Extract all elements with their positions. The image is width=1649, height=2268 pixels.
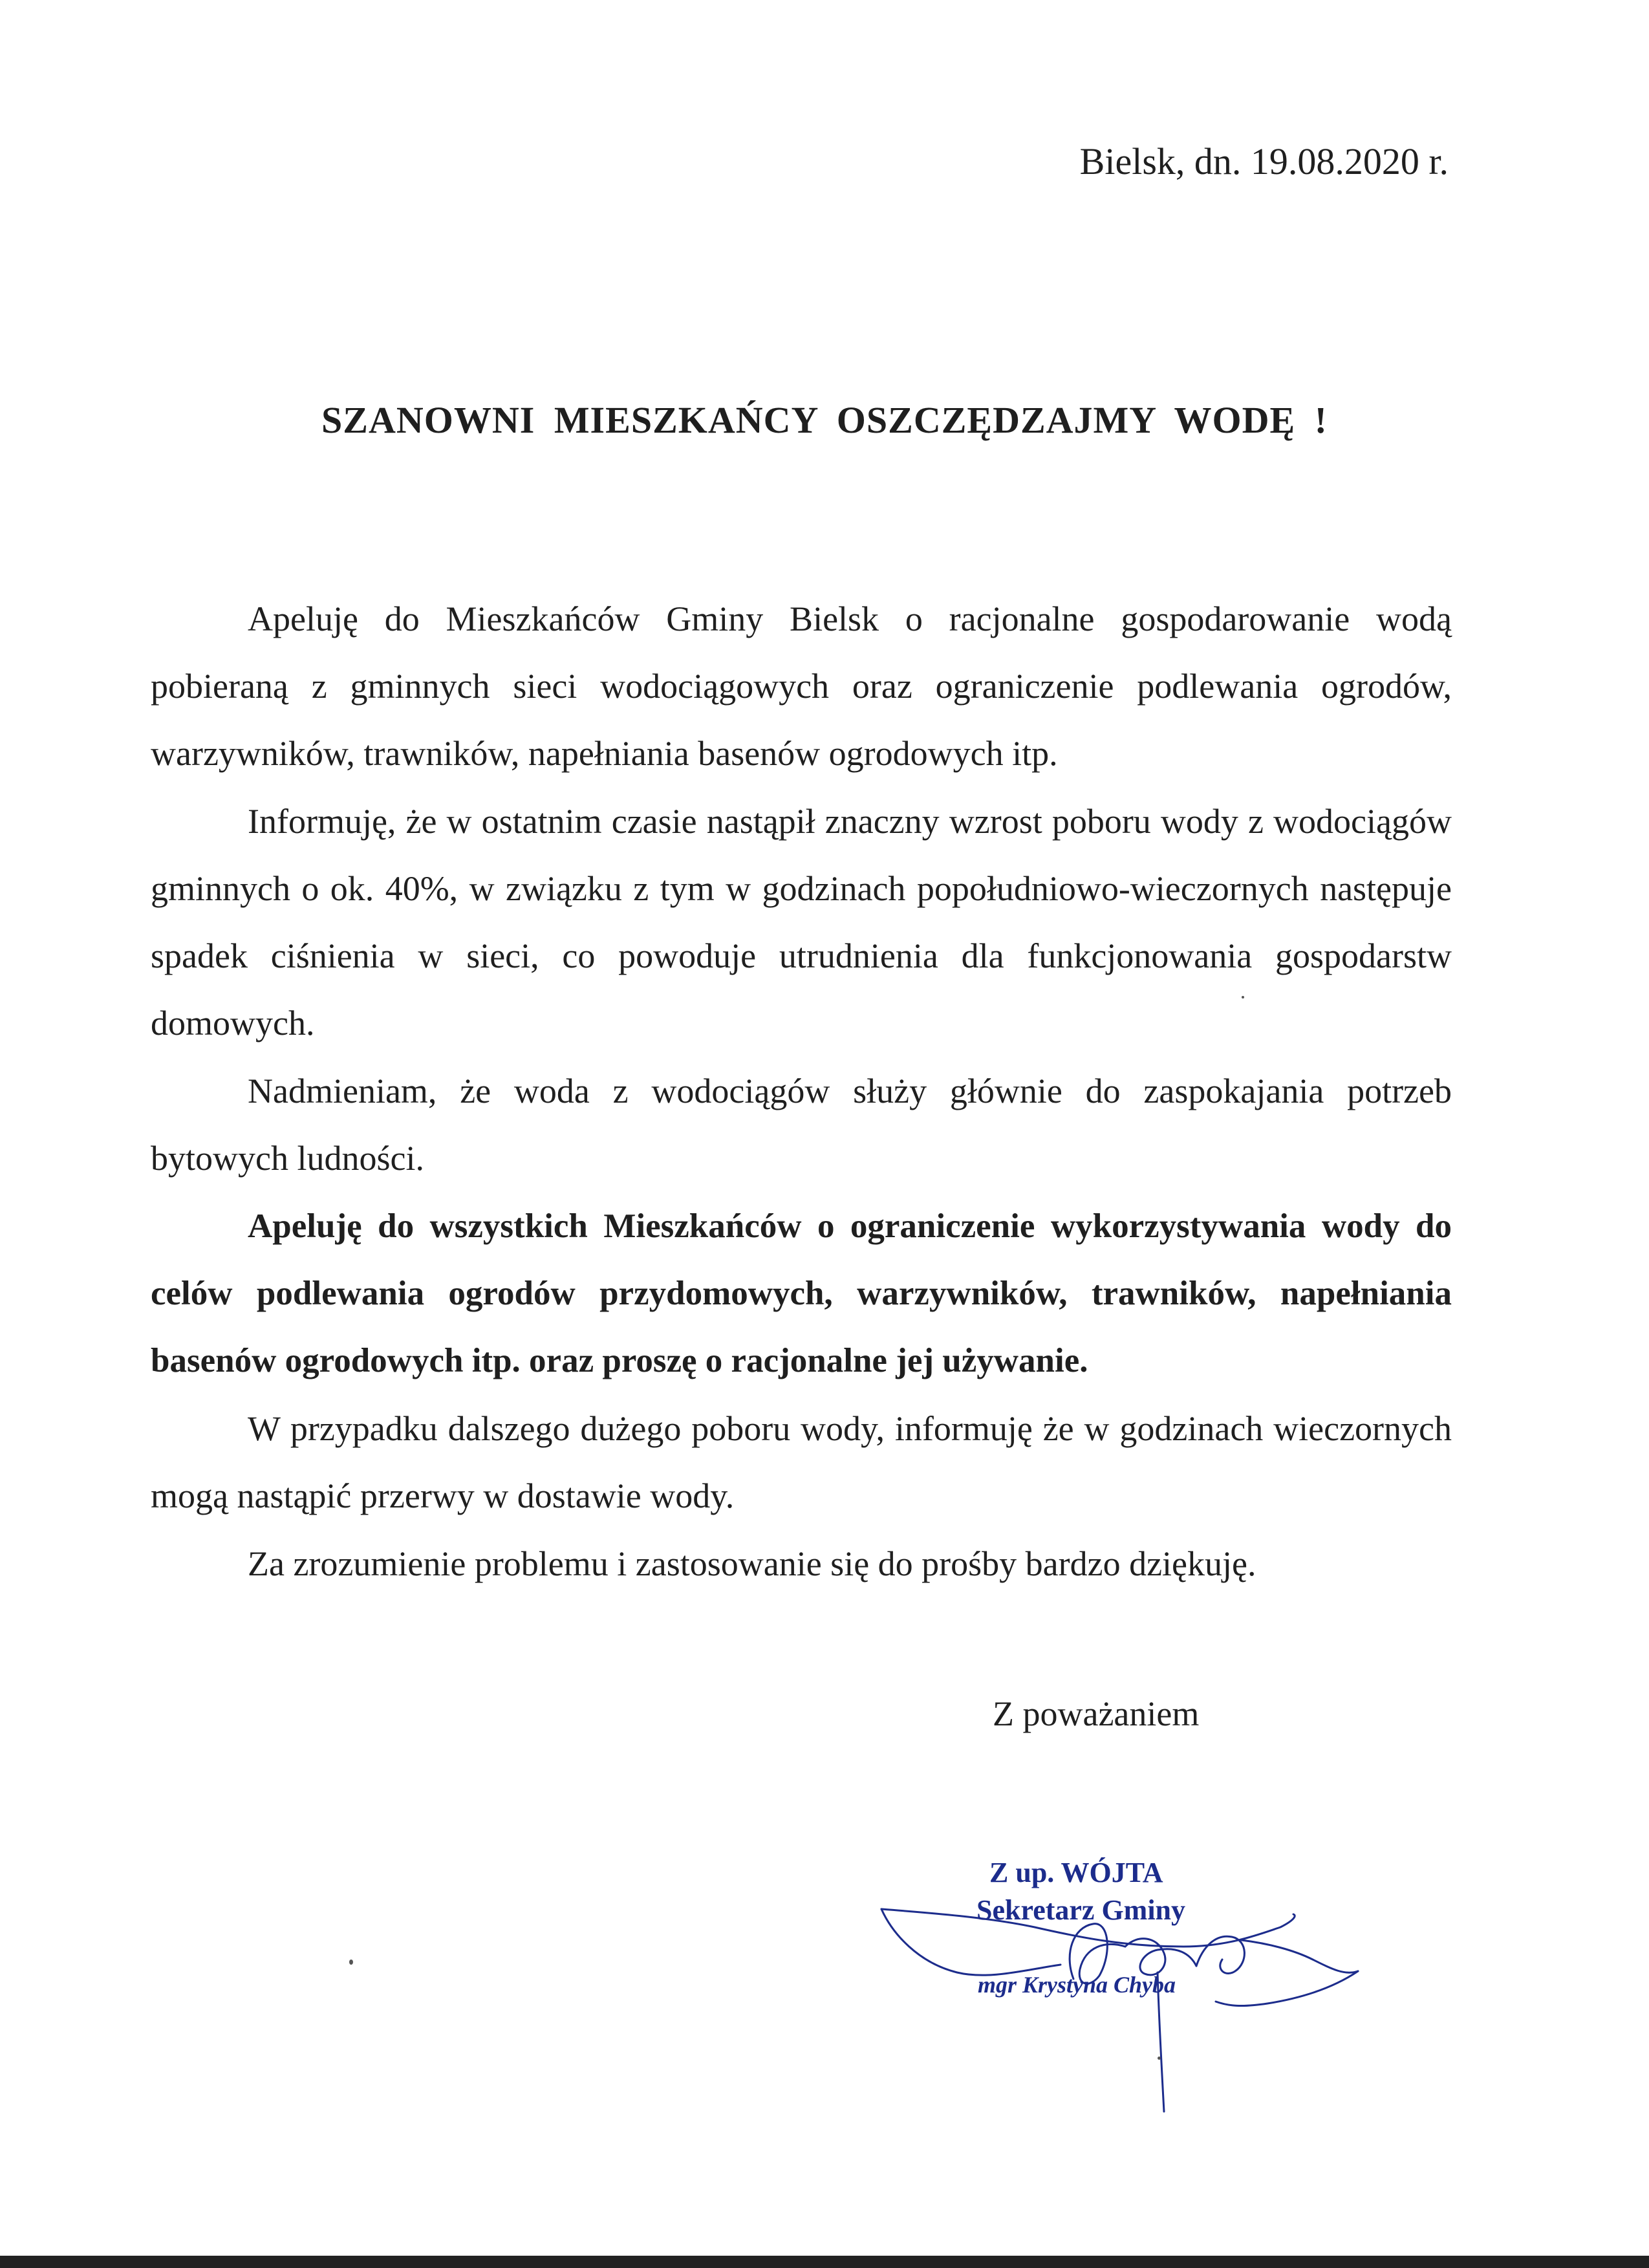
paragraph-note: Nadmieniam, że woda z wodociągów służy głównie do zaspokajania potrzeb bytowych ludności. [151, 1072, 1452, 1178]
paragraph-bold-appeal: Apeluję do wszystkich Mieszkańców o ograniczenie wykorzystywania wody do celów podlewania ogrodów przydomowych, warzywników, trawników, napełniania basenów ogrodowych itp. oraz proszę o racjonalne jej używanie. [151, 1207, 1452, 1379]
stamp-line-1: Z up. WÓJTA [989, 1857, 1163, 1888]
paragraph-information: Informuję, że w ostatnim czasie nastąpił znaczny wzrost poboru wody z wodociągów gminnych o ok. 40%, w związku z tym w godzinach popołudniowo-wieczornych następuje spadek ciśnienia w sieci, co powoduje utrudnienia dla funkcjonowania gospodarstw domowych. [151, 802, 1452, 1042]
stamp-line-3: mgr Krystyna Chyba [978, 1972, 1176, 1998]
closing-salutation: Z poważaniem [993, 1694, 1200, 1733]
letter-body [151, 585, 1452, 1597]
paragraph-thanks: Za zrozumienie problemu i zastosowanie się do prośby bardzo dziękuję. [248, 1544, 1256, 1583]
paragraph-warning: W przypadku dalszego dużego poboru wody, informuję że w godzinach wieczornych mogą nastąpić przerwy w dostawie wody. [151, 1409, 1452, 1515]
date-line: Bielsk, dn. 19.08.2020 r. [1079, 140, 1449, 182]
stamp-line-2: Sekretarz Gminy [976, 1894, 1186, 1926]
signature-stamp [879, 1856, 1371, 2128]
scan-speck [1158, 2057, 1161, 2060]
scan-speck [1242, 996, 1244, 999]
paragraph-appeal: Apeluję do Mieszkańców Gminy Bielsk o racjonalne gospodarowanie wodą pobieraną z gminnych sieci wodociągowych oraz ograniczenie podlewania ogrodów, warzywników, trawników, napełniania basenów ogrodowych itp. [151, 599, 1452, 773]
handwritten-signature [879, 1856, 1371, 2128]
document-title: SZANOWNI MIESZKAŃCY OSZCZĘDZAJMY WODĘ ! [321, 399, 1328, 441]
scan-speck [349, 1960, 353, 1965]
scan-bottom-edge [0, 2256, 1649, 2268]
